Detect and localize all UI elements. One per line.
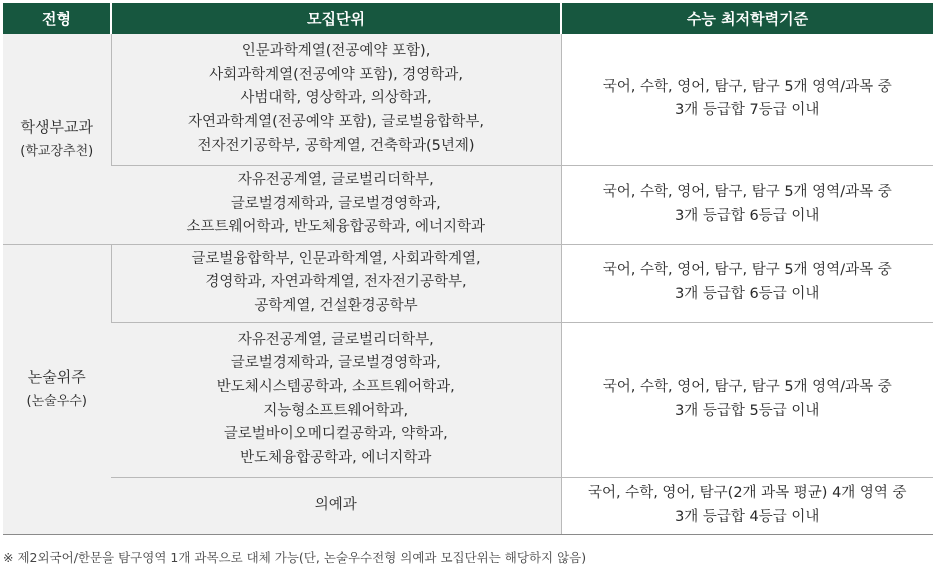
admission-type-cell [3, 34, 111, 244]
minimum-criteria-cell [561, 322, 933, 477]
recruitment-unit-line: 글로벌융합학부, 인문과학계열, 사회과학계열, [191, 250, 481, 267]
criteria-line: 국어, 수학, 영어, 탐구(2개 과목 평균) 4개 영역 중 [587, 484, 907, 501]
criteria-line: 국어, 수학, 영어, 탐구, 탐구 5개 영역/과목 중 [602, 183, 892, 200]
table-row [3, 322, 933, 477]
recruitment-unit-line: 의예과 [314, 496, 357, 513]
table-row [3, 165, 933, 244]
criteria-line: 3개 등급합 6등급 이내 [675, 207, 820, 224]
criteria-line: 국어, 수학, 영어, 탐구, 탐구 5개 영역/과목 중 [602, 262, 892, 279]
recruitment-unit-cell [111, 244, 561, 322]
recruitment-unit-line: 글로벌경제학과, 글로벌경영학과, [230, 355, 441, 372]
criteria-line: 3개 등급합 4등급 이내 [675, 508, 820, 525]
admission-table-container [3, 3, 933, 565]
table-row [3, 34, 933, 165]
table-row [3, 477, 933, 534]
recruitment-unit-line: 자유전공계열, 글로벌리더학부, [237, 172, 434, 189]
table-body [3, 34, 933, 534]
admission-type-subname: (학교장추천) [20, 143, 94, 159]
recruitment-unit-line: 사범대학, 영상학과, 의상학과, [240, 90, 432, 107]
recruitment-unit-line: 글로벌바이오메디컬공학과, 약학과, [223, 426, 448, 443]
footnote: ※ 제2외국어/한문을 탐구영역 1개 과목으로 대체 가능(단, 논술우수전형 의예과 모집단위는 해당하지 않음) [3, 550, 587, 565]
recruitment-unit-line: 반도체융합공학과, 에너지학과 [240, 449, 432, 466]
criteria-line: 3개 등급합 7등급 이내 [675, 102, 820, 119]
recruitment-unit-cell [111, 322, 561, 477]
recruitment-unit-cell [111, 34, 561, 165]
admission-type-subname: (논술우수) [26, 394, 87, 409]
recruitment-unit-line: 지능형소프트웨어학과, [263, 402, 409, 419]
criteria-line: 3개 등급합 6등급 이내 [675, 286, 820, 302]
recruitment-unit-line: 경영학과, 자연과학계열, 전자전기공학부, [205, 274, 467, 291]
minimum-criteria-cell [561, 477, 933, 534]
admission-criteria-table [3, 3, 933, 535]
table-row [3, 244, 933, 322]
recruitment-unit-cell [111, 165, 561, 244]
recruitment-unit-line: 사회과학계열(전공예약 포함), 경영학과, [209, 66, 463, 83]
recruitment-unit-line: 자유전공계열, 글로벌리더학부, [237, 331, 434, 348]
recruitment-unit-line: 글로벌경제학과, 글로벌경영학과, [230, 195, 441, 212]
recruitment-unit-line: 인문과학계열(전공예약 포함), [241, 43, 431, 60]
header-minimum-criteria: 수능 최저학력기준 [561, 3, 933, 34]
criteria-line: 국어, 수학, 영어, 탐구, 탐구 5개 영역/과목 중 [602, 378, 892, 395]
recruitment-unit-line: 반도체시스템공학과, 소프트웨어학과, [216, 378, 455, 395]
header-admission-type: 전형 [3, 3, 111, 34]
header-recruitment-unit: 모집단위 [111, 3, 561, 34]
admission-type-name: 학생부교과 [20, 117, 93, 136]
recruitment-unit-cell [111, 477, 561, 534]
table-header-row [3, 3, 933, 34]
minimum-criteria-cell [561, 34, 933, 165]
admission-type-name: 논술위주 [27, 368, 86, 386]
recruitment-unit-line: 전자전기공학부, 공학계열, 건축학과(5년제) [197, 137, 475, 154]
recruitment-unit-line: 자연과학계열(전공예약 포함), 글로벌융합학부, [188, 114, 484, 131]
criteria-line: 국어, 수학, 영어, 탐구, 탐구 5개 영역/과목 중 [602, 78, 892, 95]
minimum-criteria-cell [561, 244, 933, 322]
minimum-criteria-cell [561, 165, 933, 244]
recruitment-unit-line: 공학계열, 건설환경공학부 [254, 297, 418, 314]
criteria-line: 3개 등급합 5등급 이내 [675, 402, 820, 419]
admission-type-cell [3, 244, 111, 534]
recruitment-unit-line: 소프트웨어학과, 반도체융합공학과, 에너지학과 [186, 219, 486, 236]
